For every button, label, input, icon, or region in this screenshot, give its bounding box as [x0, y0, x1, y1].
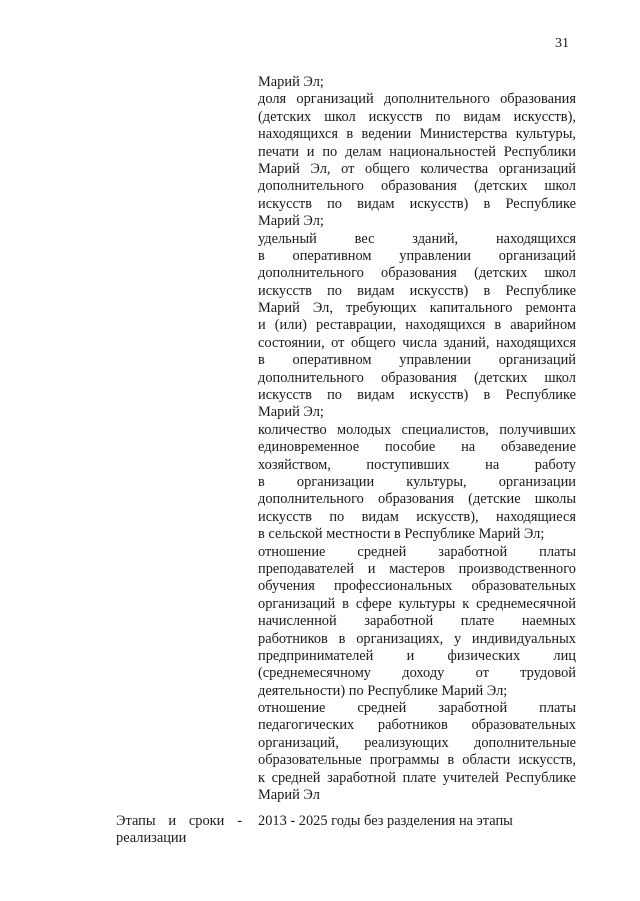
text-line: дополнительного образования (детских школ: [258, 265, 576, 282]
text-line: состоянии, от общего числа зданий, находящихся: [258, 334, 576, 351]
text-line: начисленной заработной плате наемных: [258, 613, 576, 630]
page-number: 31: [555, 36, 569, 51]
text-line: печати и по делам национальностей Республики: [258, 143, 576, 160]
text-line: Марий Эл;: [258, 213, 324, 230]
text-line: количество молодых специалистов, получивших: [258, 421, 576, 438]
text-line: деятельности) по Республике Марий Эл;: [258, 682, 508, 699]
text-line: предпринимателей и физических лиц: [258, 647, 576, 664]
text-line: искусств по видам искусств) в Республике: [258, 387, 576, 404]
text-line: единовременное пособие на обзаведение: [258, 439, 576, 456]
stages-label: [116, 813, 242, 848]
text-line: искусств по видам искусств) в Республике: [258, 195, 576, 212]
text-line: организаций, реализующих дополнительные: [258, 734, 576, 751]
stages-label-line: Этапы и сроки -: [116, 813, 242, 829]
indicators-text-block: [258, 74, 576, 804]
text-line: в сельской местности в Республике Марий Эл;: [258, 526, 545, 543]
text-line: обучения профессиональных образовательных: [258, 578, 576, 595]
text-line: хозяйством, поступивших на работу: [258, 456, 576, 473]
text-line: и (или) реставрации, находящихся в аварийном: [258, 317, 576, 334]
text-line: дополнительного образования (детских школ: [258, 178, 576, 195]
text-line: Марий Эл, требующих капитального ремонта: [258, 300, 576, 317]
text-line: в организации культуры, организации: [258, 473, 576, 490]
text-line: образовательные программы в области искусств,: [258, 752, 576, 769]
text-line: Марий Эл;: [258, 404, 324, 421]
text-line: работников в организациях, у индивидуальных: [258, 630, 576, 647]
text-line: Марий Эл;: [258, 74, 324, 90]
text-line: (среднемесячному доходу от трудовой: [258, 665, 576, 682]
text-line: педагогических работников образовательных: [258, 717, 576, 734]
text-line: искусств по видам искусств) в Республике: [258, 282, 576, 299]
text-line: находящихся в ведении Министерства культуры,: [258, 126, 576, 143]
text-line: искусств по видам искусств), находящиеся: [258, 508, 576, 525]
text-line: отношение средней заработной платы: [258, 700, 576, 717]
text-line: дополнительного образования (детских школ: [258, 369, 576, 386]
text-line: отношение средней заработной платы: [258, 543, 576, 560]
text-line: дополнительного образования (детские школы: [258, 491, 576, 508]
text-line: организаций в сфере культуры к среднемесячной: [258, 595, 576, 612]
text-line: в оперативном управлении организаций: [258, 352, 576, 369]
text-line: удельный вес зданий, находящихся: [258, 230, 576, 247]
text-line: в оперативном управлении организаций: [258, 247, 576, 264]
text-line: к средней заработной плате учителей Республике: [258, 769, 576, 786]
text-line: преподавателей и мастеров производственного: [258, 560, 576, 577]
stages-value-line: 2013 - 2025 годы без разделения на этапы: [258, 813, 513, 829]
stages-value: [258, 813, 576, 830]
text-line: (детских школ искусств по видам искусств),: [258, 108, 576, 125]
stages-label-line: реализации: [116, 830, 187, 847]
text-line: доля организаций дополнительного образования: [258, 91, 576, 108]
text-line: Марий Эл, от общего количества организаций: [258, 160, 576, 177]
text-line: Марий Эл: [258, 787, 320, 804]
